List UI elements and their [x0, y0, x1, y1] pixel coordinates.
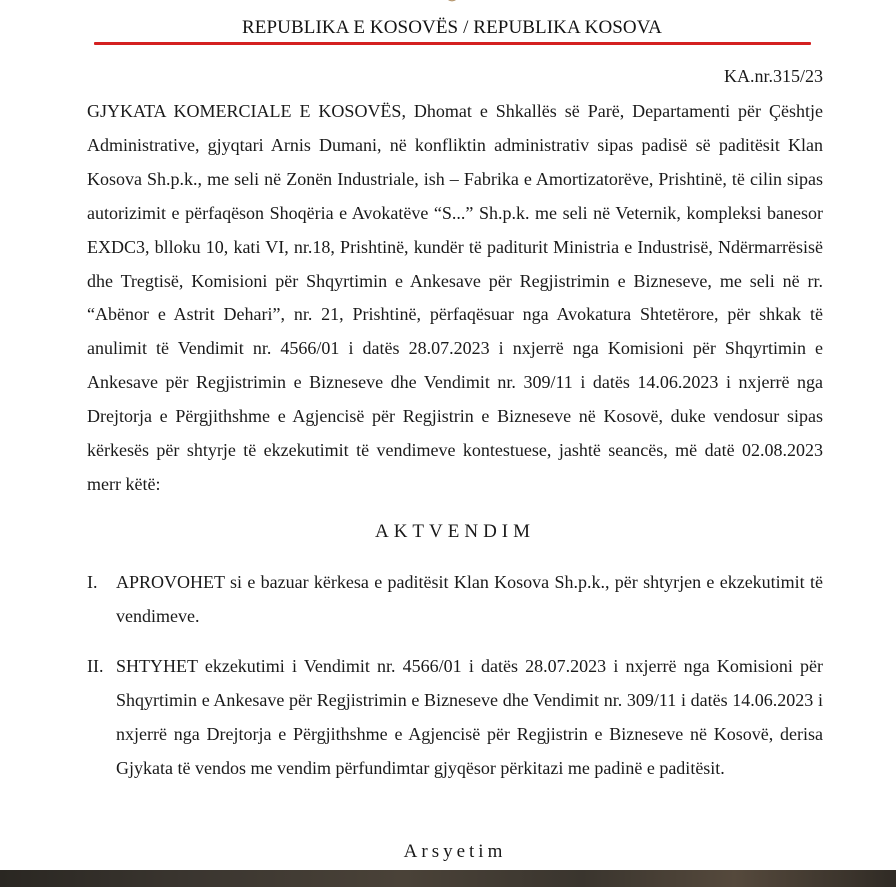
case-number: KA.nr.315/23	[724, 66, 823, 86]
republic-header: REPUBLIKA E KOSOVËS / REPUBLIKA KOSOVA	[242, 17, 662, 38]
coat-of-arms-icon	[440, 0, 464, 6]
decision-item-text: APROVOHET si e bazuar kërkesa e paditësit Klan Kosova Sh.p.k., për shtyrjen e ekzekutimit të vendimeve.	[116, 572, 823, 626]
decision-title: AKTVENDIM	[374, 521, 536, 542]
decision-item-number: I.	[87, 572, 98, 592]
decision-item	[87, 566, 823, 634]
decision-item-text: SHTYHET ekzekutimi i Vendimit nr. 4566/01 i datës 28.07.2023 i nxjerrë nga Komisioni për Shqyrtimin e Ankesave për Regjistrimin e Bizneseve dhe Vendimit nr. 309/11 i datës 14.06.2023 i nxjerrë nga Drejtorja e Përgjithshme e Agjencisë për Regjistrin e Bizneseve në Kosovë, derisa Gjykata të vendos me vendim përfundimtar gjyqësor përkitazi me padinë e paditësit.	[116, 656, 823, 778]
intro-paragraph: GJYKATA KOMERCIALE E KOSOVËS, Dhomat e Shkallës së Parë, Departamenti për Çështje Administrative, gjyqtari Arnis Dumani, në konfliktin administrativ sipas padisë së paditësit Klan Kosova Sh.p.k., me seli në Zonën Industriale, ish – Fabrika e Amortizatorëve, Prishtinë, të cilin sipas autorizimit e përfaqëson Shoqëria e Avokatëve “S...” Sh.p.k. me seli në Veternik, kompleksi banesor EXDC3, blloku 10, kati VI, nr.18, Prishtinë, kundër të paditurit Ministria e Industrisë, Ndërmarrësisë dhe Tregtisë, Komisioni për Shqyrtimin e Ankesave për Regjistrimin e Bizneseve, me seli në rr. “Abënor e Astrit Dehari”, nr. 21, Prishtinë, përfaqësuar nga Avokatura Shtetërore, për shkak të anulimit të Vendimit nr. 4566/01 i datës 28.07.2023 i nxjerrë nga Komisioni për Shqyrtimin e Ankesave për Regjistrimin e Bizneseve dhe Vendimit nr. 309/11 i datës 14.06.2023 i nxjerrë nga Drejtorja e Përgjithshme e Agjencisë për Regjistrin e Bizneseve në Kosovë, duke vendosur sipas kërkesës për shtyrje të ekzekutimit të vendimeve kontestuese, jashtë seancës, më datë 02.08.2023 merr këtë:	[87, 101, 823, 494]
decision-item-number: II.	[87, 656, 104, 676]
decision-item	[87, 650, 823, 786]
header-divider	[94, 42, 811, 45]
reasoning-title: Arsyetim	[403, 841, 507, 862]
background-image-strip	[0, 870, 896, 887]
